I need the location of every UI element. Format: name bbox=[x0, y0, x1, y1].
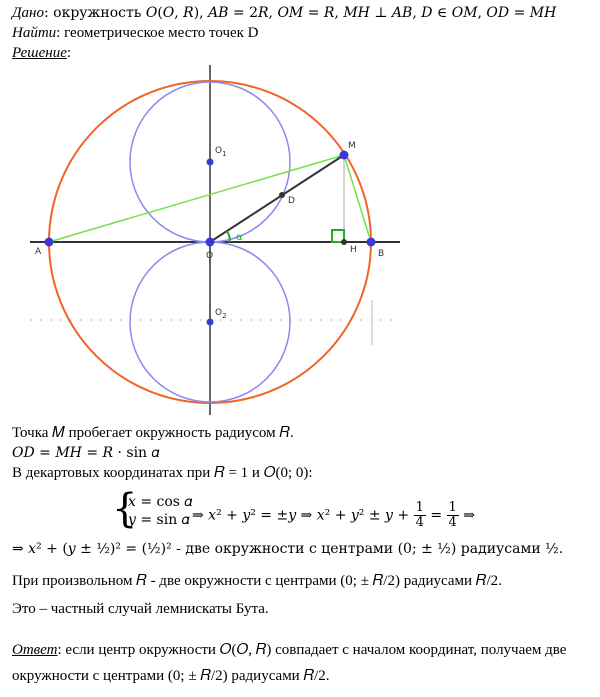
point-A bbox=[45, 238, 54, 247]
given-label: Дано bbox=[12, 5, 44, 21]
text-line-3: В декартовых координатах при 𝑅 = 1 и 𝑂(0; 0): bbox=[12, 465, 313, 481]
answer-line-2: окружности с центрами (0; ± 𝑅/2) радиусами 𝑅/2. bbox=[12, 668, 330, 684]
label-D: D bbox=[288, 196, 295, 206]
given-text: : окружность 𝑂(𝑂, 𝑅), 𝐴𝐵 = 2𝑅, 𝑂𝑀 = 𝑅, 𝑀𝐻 ⊥ 𝐴𝐵, 𝐷 ∈ 𝑂𝑀, 𝑂𝐷 = 𝑀𝐻 bbox=[44, 5, 557, 21]
label-alpha: α bbox=[236, 232, 243, 243]
answer-text: : если центр окружности 𝑂(𝑂, 𝑅) совпадает с началом координат, получаем две bbox=[57, 642, 567, 658]
system-rest: ⇒ 𝑥² + 𝑦² = ±𝑦 ⇒ 𝑥² + 𝑦² ± 𝑦 + $\frac{1}{4}$ = $\frac{1}{4}$ ⇒ bbox=[192, 500, 475, 530]
label-A: A bbox=[35, 247, 42, 257]
point-O bbox=[206, 238, 215, 247]
point-B bbox=[367, 238, 376, 247]
solution-line bbox=[12, 44, 71, 62]
label-O: O bbox=[206, 251, 214, 261]
find-line bbox=[12, 24, 259, 42]
text-line-6: При произвольном 𝑅 - две окружности с центрами (0; ± 𝑅/2) радиусами 𝑅/2. bbox=[12, 573, 502, 589]
frac-2: $\frac{1}{4}$ bbox=[448, 500, 457, 530]
text-line-7: Это – частный случай лемнискаты Бута. bbox=[12, 601, 269, 617]
system-x: 𝑥 = cos 𝛼 bbox=[128, 494, 193, 510]
text-line-1: Точка 𝑀 пробегает окружность радиусом 𝑅. bbox=[12, 425, 294, 441]
geometry-figure bbox=[0, 62, 600, 417]
label-O2: $O_2$ bbox=[215, 308, 227, 320]
frac-1: $\frac{1}{4}$ bbox=[415, 500, 424, 530]
answer-label: Ответ bbox=[12, 642, 58, 658]
solution-suffix: : bbox=[66, 45, 72, 61]
point-D bbox=[279, 192, 285, 198]
line-MB bbox=[344, 155, 371, 242]
solution-label: Решение bbox=[12, 45, 67, 61]
given-line bbox=[12, 4, 556, 22]
label-B: B bbox=[378, 249, 385, 259]
system-y: 𝑦 = sin 𝛼 bbox=[128, 512, 190, 528]
label-M: M bbox=[348, 141, 356, 151]
point-O2 bbox=[207, 319, 214, 326]
point-M bbox=[340, 151, 349, 160]
label-O1: $O_1$ bbox=[215, 146, 227, 158]
system-brace: { bbox=[112, 486, 138, 532]
point-O1 bbox=[207, 159, 214, 166]
point-H bbox=[341, 239, 347, 245]
label-H: H bbox=[350, 245, 357, 255]
radius-OM bbox=[210, 155, 344, 242]
text-line-5: ⇒ 𝑥² + (𝑦 ± ½)² = (½)² - две окружности с центрами (0; ± ½) радиусами ½. bbox=[12, 541, 564, 557]
line-AM bbox=[49, 155, 344, 242]
answer-line bbox=[12, 641, 566, 659]
find-label: Найти bbox=[12, 25, 57, 41]
find-text: : геометрическое место точек D bbox=[56, 25, 259, 41]
text-line-2: 𝑂𝐷 = 𝑀𝐻 = 𝑅 · sin 𝛼 bbox=[12, 445, 160, 461]
